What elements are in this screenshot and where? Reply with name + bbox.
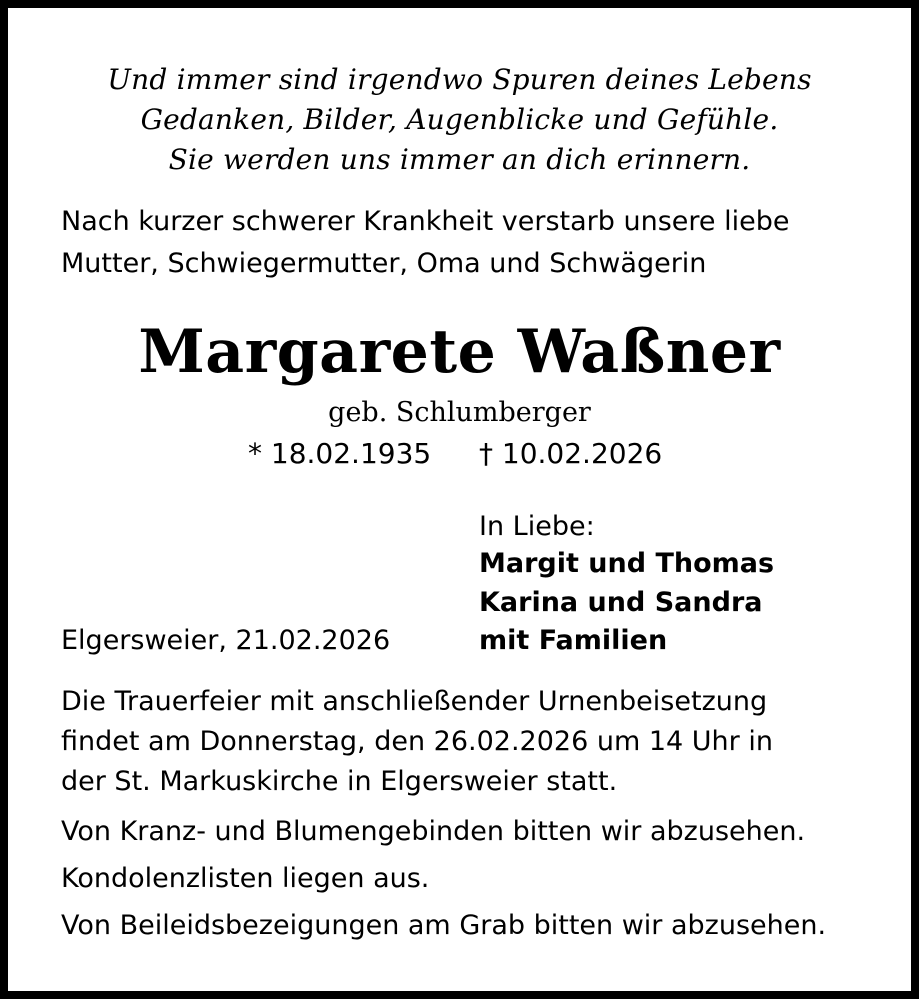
signature-name: Margit und Thomas [479, 548, 775, 579]
death-date: † 10.02.2026 [479, 437, 663, 470]
birth-name: geb. Schlumberger [328, 397, 591, 428]
deceased-name: Margarete Waßner [138, 317, 781, 387]
signature-intro: In Liebe: [479, 511, 595, 542]
poem-line: Und immer sind irgendwo Spuren deines Lebens [107, 63, 812, 96]
funeral-line: findet am Donnerstag, den 26.02.2026 um 14 Uhr in [61, 726, 773, 757]
poem-line: Gedanken, Bilder, Augenblicke und Gefühle. [140, 103, 779, 136]
intro-line: Mutter, Schwiegermutter, Oma und Schwägerin [61, 248, 707, 279]
funeral-line: der St. Markuskirche in Elgersweier statt. [61, 766, 618, 797]
intro-line: Nach kurzer schwerer Krankheit verstarb unsere liebe [61, 206, 790, 237]
signature-name: Karina und Sandra [479, 587, 763, 618]
poem-line: Sie werden uns immer an dich erinnern. [168, 143, 751, 176]
funeral-line: Die Trauerfeier mit anschließender Urnenbeisetzung [61, 686, 768, 717]
signature-name: mit Familien [479, 625, 668, 656]
note-line: Von Kranz- und Blumengebinden bitten wir abzusehen. [61, 816, 806, 847]
note-line: Kondolenzlisten liegen aus. [61, 863, 430, 894]
place-date: Elgersweier, 21.02.2026 [61, 625, 391, 656]
birth-date: * 18.02.1935 [248, 437, 432, 470]
note-line: Von Beileidsbezeigungen am Grab bitten wir abzusehen. [61, 910, 827, 941]
